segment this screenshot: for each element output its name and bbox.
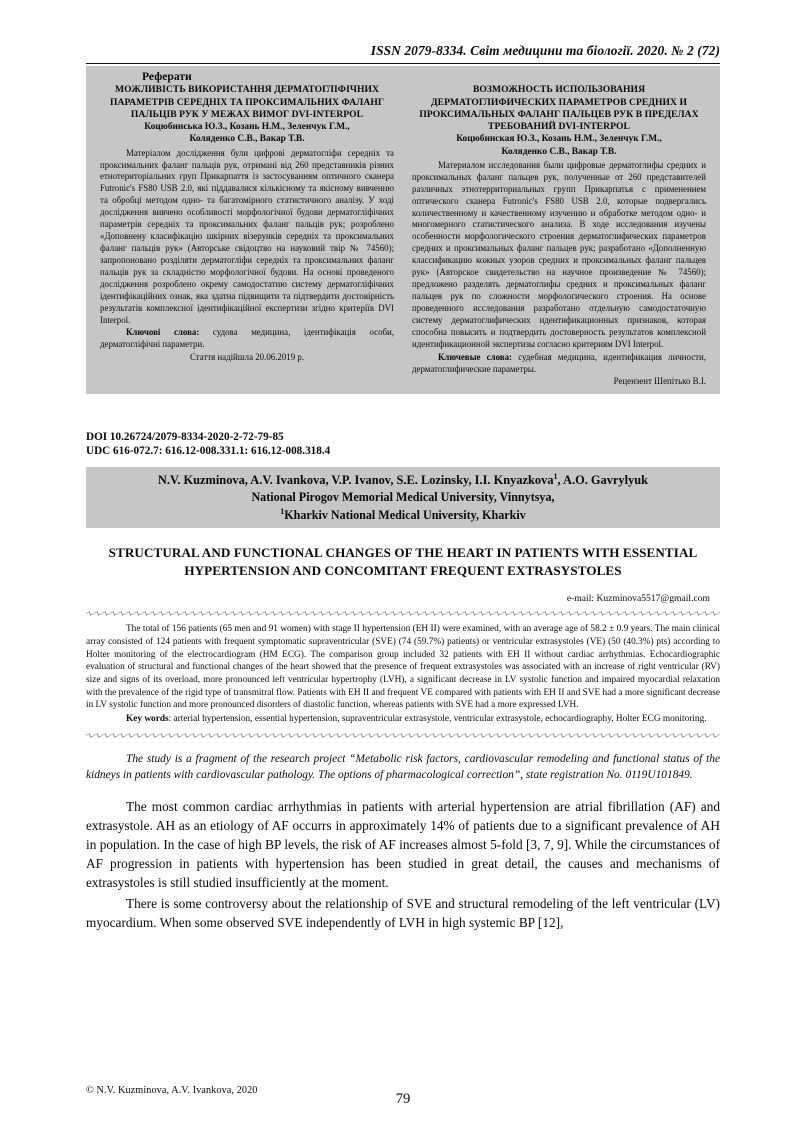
article-authors-affiliation-marker: 1 <box>553 471 558 481</box>
article-abstract: The total of 156 patients (65 men and 91 women) with stage II hypertension (EH II) were examined, with an average age of 58.2 ± 0.9 years. The main clinical array consisted of 124 patients with frequent symptomatic supraventricular (SVE) (74 (59.7%) patients) or ventricular extrasystoles (VE) (50 (40.3%) pts) according to Holter monitoring of the electrocardiogram (HM ECG). The comparison group included 32 patients with EH II without cardiac arrhythmias. Echocardiographic evaluation of structural and functional changes of the heart showed that the presence of frequent extrasystoles was associated with an increase of right ventricular (RV) size and signs of its overload, more pronounced left ventricular hypertrophy (LVH), a significant decrease in LV systolic function and impaired myocardial relaxation with the prevalence of the rigid type of transmitral flow. Patients with EH II and frequent VE compared with patients with EH II and SVE had a more significant decrease in LV systolic function and more pronounced disorders of diastolic function, whereas patients with SVE had a more expressed LVH. <box>86 624 720 711</box>
abstracts-columns <box>86 84 720 388</box>
abstract-authors-ru-line2: Коляденко С.В., Вакар Т.В. <box>501 146 617 157</box>
abstract-column-russian <box>412 84 706 388</box>
page-content <box>86 0 720 933</box>
article-keywords-text: : arterial hypertension, essential hypertension, supraventricular extrasystole, ventricular extrasystole, echocardiography, Holter ECG monitoring. <box>168 713 707 724</box>
running-header: ISSN 2079-8334. Світ медицини та біології. 2020. № 2 (72) <box>370 43 720 58</box>
abstract-keywords-label-uk: Ключові слова: <box>126 327 200 338</box>
abstract-keywords-text-uk: судова медицина, ідентифікація особи, дерматогліфічні параметри. <box>100 327 394 350</box>
body-paragraph-2: There is some controversy about the relationship of SVE and structural remodeling of the left ventricular (LV) myocardium. When some observed SVE independently of LVH in high systemic BP [12], <box>86 896 720 931</box>
research-project-note: The study is a fragment of the research project “Metabolic risk factors, cardiovascular remodeling and functional status of the kidneys in patients with cardiovascular pathology. The options of pharmacological correction”, state registration No. 0119U101849. <box>86 752 720 781</box>
identifier-block <box>86 430 720 459</box>
abstract-received-date-uk: Стаття надійшла 20.06.2019 р. <box>189 352 305 363</box>
abstract-column-ukrainian <box>100 84 394 388</box>
abstract-title-uk: МОЖЛИВІСТЬ ВИКОРИСТАННЯ ДЕРМАТОГЛІФІЧНИХ ПАРАМЕТРІВ СЕРЕДНІХ ТА ПРОКСИМАЛЬНИХ ФАЛАНГ ПАЛЬЦІВ РУК У МЕЖАХ ВИМОГ DVI-INTERPOL <box>109 84 385 120</box>
abstract-keywords-label-ru: Ключевые слова: <box>438 351 512 362</box>
article-authors-band <box>86 467 720 529</box>
copyright-line: © N.V. Kuzminova, A.V. Ivankova, 2020 <box>86 1085 258 1096</box>
abstract-authors-uk-line1: Коцюбинська Ю.З., Козань Н.М., Зеленчук Г.М., <box>144 122 350 133</box>
abstract-keywords-text-ru: судебная медицина, идентификация личности, дерматоглифические параметры. <box>412 351 707 374</box>
wavy-separator-bottom <box>86 733 720 738</box>
article-affiliation-2 <box>86 506 720 524</box>
wavy-separator-top <box>86 611 720 616</box>
article-keywords-label: Key words <box>126 713 169 724</box>
abstract-title-ru: ВОЗМОЖНОСТЬ ИСПОЛЬЗОВАНИЯ ДЕРМАТОГЛИФИЧЕСКИХ ПАРАМЕТРОВ СРЕДНИХ И ПРОКСИМАЛЬНЫХ ФАЛАНГ ПАЛЬЦЕВ РУК В ПРЕДЕЛАХ ТРЕБОВАНИЙ DVI-INTERPOL <box>419 84 699 133</box>
abstract-body-ru: Материалом исследования были цифровые дерматоглифы средних и проксимальных фаланг пальцев рук, полученные от 260 представителей различных этнотерриториальных групп Прикарпатья с применением оптического сканера Futronic's FS80 USB 2.0, которые подвергались количественному и качественному изучению и обработке методом одно- и многомерного статистического анализа. В ходе исследования изучены особенности морфологического строения дерматоглифических параметров средних и проксимальных фаланг пальцев рук; разработано «Дополненную классификацию кожных узоров средних и проксимальных фаланг пальцев рук» (Авторское свидетельство на научное произведение № 74560); предложено разделять дерматоглифы средних и проксимальных фаланг пальцев рук по сложности морфологического строения. На основе проведенного исследования разработано отдельную самодостаточную систему дерматоглифических идентификационных признаков, которая способна повысить и подтвердить достоверность результатов комплексной идентификационной экспертизы согласно критериям DVI Interpol. <box>412 159 706 349</box>
body-paragraph-1: The most common cardiac arrhythmias in patients with arterial hypertension are atrial fibrillation (AF) and extrasystole. AH as an etiology of AF occurrs in approximately 14% of patients due to a significant prevalence of AH in population. In the case of high BP levels, the risk of AF increases almost 5-fold [3, 7, 9]. While the circumstances of AF progression in patients with hypertension has been studied in great detail, the causes and mechanisms of extrasystoles is still studied insufficiently at the moment. <box>86 798 720 891</box>
article-affiliation-1: National Pirogov Memorial Medical University, Vinnytsya, <box>251 489 555 504</box>
abstract-authors-uk-line2: Коляденко С.В., Вакар Т.В. <box>189 134 305 145</box>
article-title: STRUCTURAL AND FUNCTIONAL CHANGES OF THE HEART IN PATIENTS WITH ESSENTIAL HYPERTENSION AND CONCOMITANT FREQUENT EXTRASYSTOLES <box>108 545 698 579</box>
doi-line: DOI 10.26724/2079-8334-2020-2-72-79-85 <box>86 431 284 444</box>
article-contact-email: e-mail: Kuzminova5517@gmail.com <box>566 593 710 605</box>
abstract-body-uk: Матеріалом дослідження були цифрові дерматогліфи середніх та проксимальних фаланг пальців рук, отримані від 260 представників різних етнотериторіальних груп Прикарпаття із застосуванням оптичного сканера Futronic's FS80 USB 2.0, які піддавалися кількісному та якісному вивченню та обробці методом одно- та багатомірного статистичного аналізу. У ході дослідження вивчено особливості морфологічної будови дерматогліфічних параметрів середніх та проксимальних фаланг пальців рук; розроблено «Доповнену класифікацію шкірних візерунків середніх та проксимальних фаланг пальців рук» (Авторське свідоцтво на науковий твір № 74560); запропоновано розділяти дерматогліфи середніх та проксимальних фаланг пальців рук за складністю морфологічної будови. На основі проведеного дослідження розроблено окрему самодостатню систему дерматогліфічних ідентифікаційних ознак, яка здатна підвищити та підтвердити достовірність результатів комплексної ідентифікаційної експертизи згідно критеріїв DVI Interpol. <box>100 147 394 325</box>
article-authors-main: N.V. Kuzminova, A.V. Ivankova, V.P. Ivanov, S.E. Lozinsky, I.I. Knyazkova <box>157 472 554 487</box>
article-authors <box>86 471 720 489</box>
abstract-reviewer-ru: Рецензент Шепітько В.І. <box>613 376 706 387</box>
abstracts-band <box>86 66 720 394</box>
affiliation-2-text: Kharkiv National Medical University, Kharkiv <box>284 507 526 522</box>
article-authors-tail: , A.O. Gavrylyuk <box>557 472 649 487</box>
abstract-keywords-uk <box>100 327 394 351</box>
abstract-authors-ru-line1: Коцюбинская Ю.З., Козань Н.М., Зеленчук Г.М., <box>456 134 662 145</box>
abstracts-section-label: Реферати <box>142 69 192 83</box>
udc-line: UDC 616-072.7: 616.12-008.331.1: 616.12-008.318.4 <box>86 445 331 458</box>
page-number: 79 <box>395 1091 411 1107</box>
abstract-keywords-ru <box>412 352 706 376</box>
article-keywords <box>86 713 720 726</box>
page-footer <box>86 1085 720 1107</box>
affiliation-2-marker: 1 <box>280 506 285 516</box>
